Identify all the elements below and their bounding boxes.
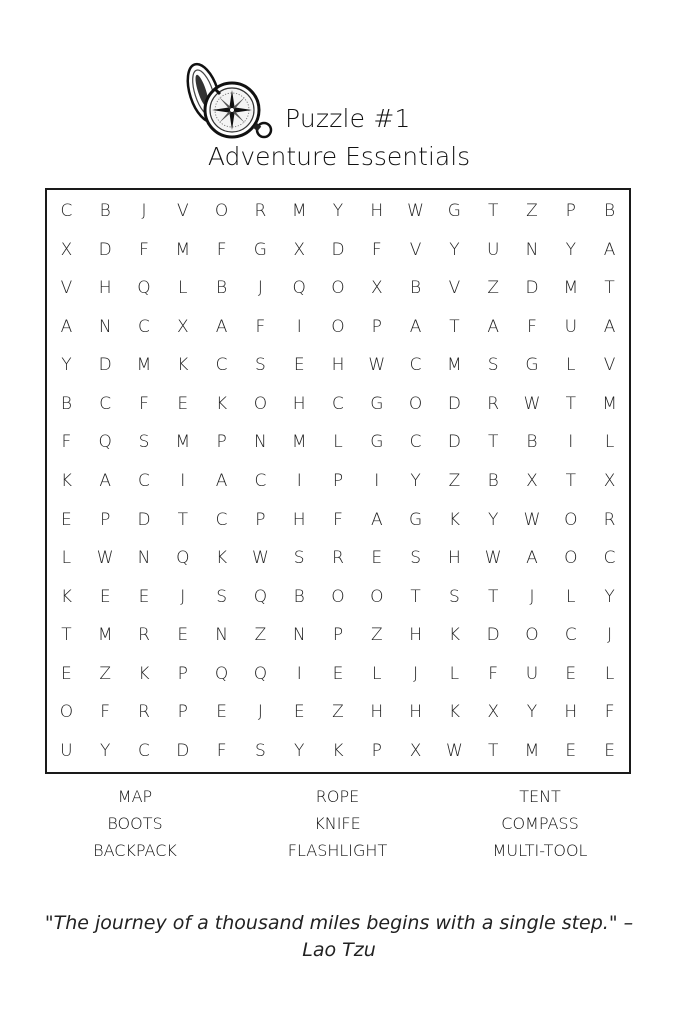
grid-cell[interactable]: K: [448, 702, 460, 723]
grid-cell[interactable]: N: [215, 625, 228, 646]
grid-cell[interactable]: H: [409, 702, 422, 723]
grid-cell[interactable]: S: [448, 586, 460, 607]
grid-cell[interactable]: W: [368, 355, 386, 376]
grid-cell[interactable]: A: [603, 316, 616, 337]
grid-cell[interactable]: A: [487, 316, 500, 337]
grid-cell[interactable]: G: [447, 201, 461, 222]
grid-cell[interactable]: M: [524, 740, 540, 761]
grid-cell[interactable]: M: [563, 278, 579, 299]
grid-cell[interactable]: K: [332, 740, 344, 761]
grid-cell[interactable]: L: [604, 432, 615, 453]
grid-cell[interactable]: Q: [292, 278, 306, 299]
grid-cell[interactable]: E: [99, 586, 111, 607]
grid-cell[interactable]: X: [603, 470, 616, 491]
grid-cell[interactable]: Z: [487, 278, 500, 299]
grid-cell[interactable]: O: [564, 509, 578, 530]
grid-cell[interactable]: Z: [254, 625, 267, 646]
grid-cell[interactable]: K: [448, 509, 460, 530]
grid-cell[interactable]: L: [178, 278, 188, 299]
grid-cell[interactable]: M: [136, 355, 152, 376]
grid-cell[interactable]: U: [60, 740, 73, 761]
grid-cell[interactable]: H: [409, 625, 422, 646]
grid-cell[interactable]: I: [296, 316, 302, 337]
grid-cell[interactable]: R: [332, 548, 344, 569]
grid-cell[interactable]: F: [333, 509, 343, 530]
grid-cell[interactable]: G: [408, 509, 423, 530]
grid-cell[interactable]: Y: [61, 355, 72, 376]
grid-cell[interactable]: T: [488, 201, 499, 222]
grid-cell[interactable]: M: [291, 201, 307, 222]
grid-cell[interactable]: L: [566, 355, 576, 376]
grid-cell[interactable]: Q: [137, 278, 151, 299]
grid-cell[interactable]: A: [370, 509, 383, 530]
grid-cell[interactable]: C: [138, 470, 150, 491]
grid-cell[interactable]: A: [603, 239, 616, 260]
grid-cell[interactable]: R: [254, 201, 267, 222]
grid-cell[interactable]: P: [216, 432, 227, 453]
grid-cell[interactable]: N: [254, 432, 267, 453]
grid-cell[interactable]: F: [100, 702, 111, 723]
grid-cell[interactable]: R: [138, 625, 150, 646]
grid-cell[interactable]: I: [296, 663, 302, 684]
grid-cell[interactable]: N: [98, 316, 112, 337]
grid-cell[interactable]: R: [487, 393, 500, 414]
word-list-item: BOOTS: [107, 814, 163, 833]
grid-cell[interactable]: F: [255, 316, 266, 337]
grid-cell[interactable]: X: [370, 278, 383, 299]
grid-cell[interactable]: E: [61, 663, 72, 684]
grid-cell[interactable]: Q: [98, 432, 112, 453]
grid-cell[interactable]: H: [331, 355, 345, 376]
grid-cell[interactable]: O: [214, 201, 229, 222]
grid-cell[interactable]: D: [98, 355, 112, 376]
grid-cell[interactable]: N: [292, 625, 306, 646]
grid-cell[interactable]: O: [331, 278, 345, 299]
grid-cell[interactable]: D: [447, 432, 461, 453]
grid-cell[interactable]: J: [257, 702, 263, 723]
grid-cell[interactable]: E: [371, 548, 383, 569]
grid-cell[interactable]: B: [216, 278, 228, 299]
grid-cell[interactable]: W: [445, 740, 463, 761]
grid-cell[interactable]: Q: [253, 586, 268, 607]
grid-cell[interactable]: A: [526, 548, 538, 569]
grid-cell[interactable]: V: [448, 278, 461, 299]
grid-cell[interactable]: L: [449, 663, 460, 684]
grid-cell[interactable]: J: [141, 201, 147, 222]
grid-cell[interactable]: M: [291, 432, 307, 453]
grid-cell[interactable]: I: [180, 470, 186, 491]
grid-cell[interactable]: T: [410, 586, 421, 607]
grid-cell[interactable]: O: [408, 393, 423, 414]
grid-cell[interactable]: V: [409, 239, 422, 260]
grid-cell[interactable]: T: [177, 509, 188, 530]
grid-cell[interactable]: Z: [370, 625, 383, 646]
grid-cell[interactable]: C: [564, 625, 577, 646]
grid-cell[interactable]: S: [487, 355, 499, 376]
grid-cell[interactable]: B: [293, 586, 305, 607]
grid-cell[interactable]: F: [604, 702, 615, 723]
grid-cell[interactable]: C: [603, 548, 616, 569]
grid-cell[interactable]: J: [180, 586, 186, 607]
grid-cell[interactable]: T: [449, 316, 460, 337]
grid-cell[interactable]: G: [253, 239, 267, 260]
grid-cell[interactable]: E: [332, 663, 344, 684]
grid-cell[interactable]: M: [175, 239, 191, 260]
grid-cell[interactable]: P: [565, 201, 576, 222]
grid-cell[interactable]: F: [527, 316, 537, 337]
grid-cell[interactable]: L: [61, 548, 72, 569]
grid-cell[interactable]: C: [99, 393, 112, 414]
grid-cell[interactable]: Z: [99, 663, 112, 684]
grid-cell[interactable]: R: [603, 509, 616, 530]
grid-cell[interactable]: A: [99, 470, 112, 491]
grid-cell[interactable]: O: [525, 625, 539, 646]
grid-cell[interactable]: R: [138, 702, 150, 723]
grid-cell[interactable]: L: [566, 586, 576, 607]
grid-cell[interactable]: S: [216, 586, 227, 607]
puzzle-number: Puzzle #1: [285, 104, 411, 133]
grid-cell[interactable]: X: [409, 740, 422, 761]
grid-cell[interactable]: Z: [332, 702, 344, 723]
grid-cell[interactable]: G: [370, 432, 384, 453]
grid-cell[interactable]: T: [61, 625, 72, 646]
grid-cell[interactable]: W: [523, 393, 541, 414]
grid-cell[interactable]: Y: [410, 470, 421, 491]
word-list-item: MULTI-TOOL: [492, 841, 588, 860]
grid-cell[interactable]: N: [525, 239, 539, 260]
grid-cell[interactable]: D: [331, 239, 345, 260]
grid-cell[interactable]: S: [254, 740, 266, 761]
grid-cell[interactable]: D: [486, 625, 500, 646]
grid-cell[interactable]: Y: [565, 239, 576, 260]
word-search-grid[interactable]: [45, 188, 631, 774]
grid-cell[interactable]: E: [138, 586, 150, 607]
grid-cell[interactable]: Z: [526, 201, 538, 222]
grid-cell[interactable]: G: [525, 355, 539, 376]
word-list-item: MAP: [117, 787, 153, 806]
grid-cell[interactable]: A: [215, 316, 228, 337]
word-list-item: ROPE: [315, 787, 360, 806]
grid-cell[interactable]: L: [372, 663, 382, 684]
grid-cell[interactable]: H: [370, 702, 384, 723]
puzzle-title: Adventure Essentials: [207, 142, 471, 171]
grid-cell[interactable]: O: [331, 586, 345, 607]
grid-cell[interactable]: H: [564, 702, 578, 723]
grid-cell[interactable]: H: [447, 548, 461, 569]
grid-cell[interactable]: P: [332, 625, 344, 646]
grid-cell[interactable]: V: [176, 201, 189, 222]
grid-cell[interactable]: C: [409, 432, 422, 453]
grid-cell[interactable]: O: [59, 702, 74, 723]
grid-cell[interactable]: O: [370, 586, 384, 607]
grid-cell[interactable]: S: [138, 432, 150, 453]
grid-cell[interactable]: E: [177, 625, 189, 646]
grid-cell[interactable]: F: [488, 663, 499, 684]
grid-cell[interactable]: P: [371, 740, 382, 761]
grid-cell[interactable]: H: [98, 278, 112, 299]
grid-cell[interactable]: W: [484, 548, 502, 569]
grid-cell[interactable]: P: [371, 316, 382, 337]
word-list: [0, 786, 678, 862]
grid-cell[interactable]: W: [96, 548, 114, 569]
grid-cell[interactable]: H: [292, 393, 306, 414]
grid-cell[interactable]: C: [138, 316, 150, 337]
grid-cell[interactable]: S: [254, 355, 266, 376]
word-list-item: KNIFE: [314, 814, 361, 833]
grid-cell[interactable]: X: [487, 702, 500, 723]
word-list-item: TENT: [519, 787, 561, 806]
word-list-item: FLASHLIGHT: [287, 841, 388, 860]
grid-cell[interactable]: E: [216, 702, 227, 723]
grid-cell[interactable]: D: [525, 278, 539, 299]
grid-cell[interactable]: B: [99, 201, 111, 222]
grid-cell[interactable]: E: [177, 393, 189, 414]
grid-cell[interactable]: C: [254, 470, 267, 491]
word-list-item: BACKPACK: [93, 841, 177, 860]
grid-cell[interactable]: Y: [526, 702, 538, 723]
grid-cell[interactable]: P: [177, 702, 188, 723]
grid-cell[interactable]: Y: [100, 740, 111, 761]
grid-cell[interactable]: W: [523, 509, 541, 530]
grid-cell[interactable]: U: [525, 663, 539, 684]
grid-cell[interactable]: V: [60, 278, 73, 299]
grid-cell[interactable]: C: [138, 740, 150, 761]
grid-cell[interactable]: Q: [176, 548, 190, 569]
grid-cell[interactable]: E: [293, 702, 305, 723]
grid-cell[interactable]: P: [332, 470, 344, 491]
grid-cell[interactable]: E: [604, 740, 615, 761]
grid-cell[interactable]: F: [61, 432, 72, 453]
grid-cell[interactable]: M: [602, 393, 617, 414]
grid-cell[interactable]: T: [604, 278, 615, 299]
grid-cell[interactable]: D: [176, 740, 190, 761]
grid-cell[interactable]: K: [60, 586, 72, 607]
grid-cell[interactable]: U: [564, 316, 578, 337]
grid-cell[interactable]: O: [331, 316, 345, 337]
grid-cell[interactable]: B: [604, 201, 616, 222]
grid-cell[interactable]: T: [488, 586, 499, 607]
grid-cell[interactable]: W: [251, 548, 269, 569]
grid-cell[interactable]: V: [603, 355, 616, 376]
grid-cell[interactable]: S: [293, 548, 305, 569]
grid-cell[interactable]: E: [61, 509, 72, 530]
grid-cell[interactable]: Y: [488, 509, 499, 530]
grid-cell[interactable]: L: [604, 663, 615, 684]
grid-cell[interactable]: K: [448, 625, 460, 646]
grid-cell[interactable]: I: [568, 432, 574, 453]
grid-cell[interactable]: B: [526, 432, 538, 453]
grid-cell[interactable]: P: [100, 509, 111, 530]
grid-cell[interactable]: Y: [604, 586, 615, 607]
grid-cell[interactable]: C: [60, 201, 73, 222]
grid-cell[interactable]: Q: [214, 663, 229, 684]
grid-cell[interactable]: X: [176, 316, 189, 337]
pocket-compass-icon: [182, 60, 282, 146]
grid-cell[interactable]: T: [565, 393, 576, 414]
grid-cell[interactable]: N: [137, 548, 151, 569]
grid-cell[interactable]: M: [447, 355, 462, 376]
grid-cell[interactable]: P: [177, 663, 188, 684]
grid-cell[interactable]: C: [409, 355, 422, 376]
grid-cell[interactable]: F: [216, 239, 227, 260]
grid-cell[interactable]: U: [486, 239, 500, 260]
puzzle-header: [0, 60, 678, 180]
grid-cell[interactable]: X: [60, 239, 73, 260]
grid-cell[interactable]: F: [371, 239, 382, 260]
word-list-item: COMPASS: [501, 814, 579, 833]
grid-cell[interactable]: Q: [253, 663, 268, 684]
grid-cell[interactable]: E: [565, 740, 577, 761]
grid-cell[interactable]: O: [253, 393, 268, 414]
grid-cell[interactable]: Z: [448, 470, 461, 491]
grid-cell[interactable]: K: [138, 663, 150, 684]
grid-cell[interactable]: A: [215, 470, 228, 491]
grid-cell[interactable]: Y: [294, 740, 305, 761]
grid-cell[interactable]: P: [255, 509, 266, 530]
grid-cell[interactable]: K: [177, 355, 189, 376]
grid-cell[interactable]: W: [407, 201, 424, 222]
grid-cell[interactable]: H: [292, 509, 306, 530]
grid-cell[interactable]: M: [97, 625, 113, 646]
grid-cell[interactable]: B: [60, 393, 72, 414]
grid-cell[interactable]: D: [447, 393, 461, 414]
grid-cell[interactable]: J: [257, 278, 263, 299]
grid-cell[interactable]: E: [293, 355, 305, 376]
grid-cell[interactable]: K: [216, 548, 228, 569]
quote: "The journey of a thousand miles begins with a single step." – Lao Tzu: [44, 912, 634, 961]
grid-cell[interactable]: F: [139, 239, 149, 260]
grid-cell[interactable]: I: [296, 470, 302, 491]
grid-cell[interactable]: B: [487, 470, 499, 491]
grid-cell[interactable]: A: [409, 316, 422, 337]
grid-cell[interactable]: G: [370, 393, 384, 414]
grid-cell[interactable]: Y: [449, 239, 460, 260]
grid-cell[interactable]: H: [370, 201, 384, 222]
grid-cell[interactable]: M: [175, 432, 191, 453]
grid-cell[interactable]: L: [333, 432, 343, 453]
grid-cell[interactable]: C: [215, 355, 228, 376]
grid-cell[interactable]: O: [564, 548, 578, 569]
grid-cell[interactable]: Y: [332, 201, 344, 222]
grid-cell[interactable]: D: [137, 509, 151, 530]
grid-cell[interactable]: T: [488, 740, 499, 761]
grid-cell[interactable]: K: [60, 470, 72, 491]
grid-cell[interactable]: A: [60, 316, 73, 337]
grid-cell[interactable]: J: [413, 663, 419, 684]
grid-cell[interactable]: B: [410, 278, 422, 299]
grid-cell[interactable]: F: [216, 740, 227, 761]
grid-cell[interactable]: T: [565, 470, 576, 491]
grid-cell[interactable]: J: [607, 625, 613, 646]
grid-cell[interactable]: J: [529, 586, 535, 607]
grid-cell[interactable]: C: [332, 393, 344, 414]
grid-cell[interactable]: X: [293, 239, 306, 260]
grid-cell[interactable]: F: [139, 393, 149, 414]
grid-cell[interactable]: T: [488, 432, 499, 453]
grid-cell[interactable]: K: [216, 393, 228, 414]
grid-cell[interactable]: E: [565, 663, 577, 684]
grid-cell[interactable]: X: [526, 470, 538, 491]
grid-cell[interactable]: D: [98, 239, 112, 260]
grid-cell[interactable]: C: [215, 509, 228, 530]
grid-cell[interactable]: I: [374, 470, 380, 491]
grid-cell[interactable]: S: [410, 548, 421, 569]
